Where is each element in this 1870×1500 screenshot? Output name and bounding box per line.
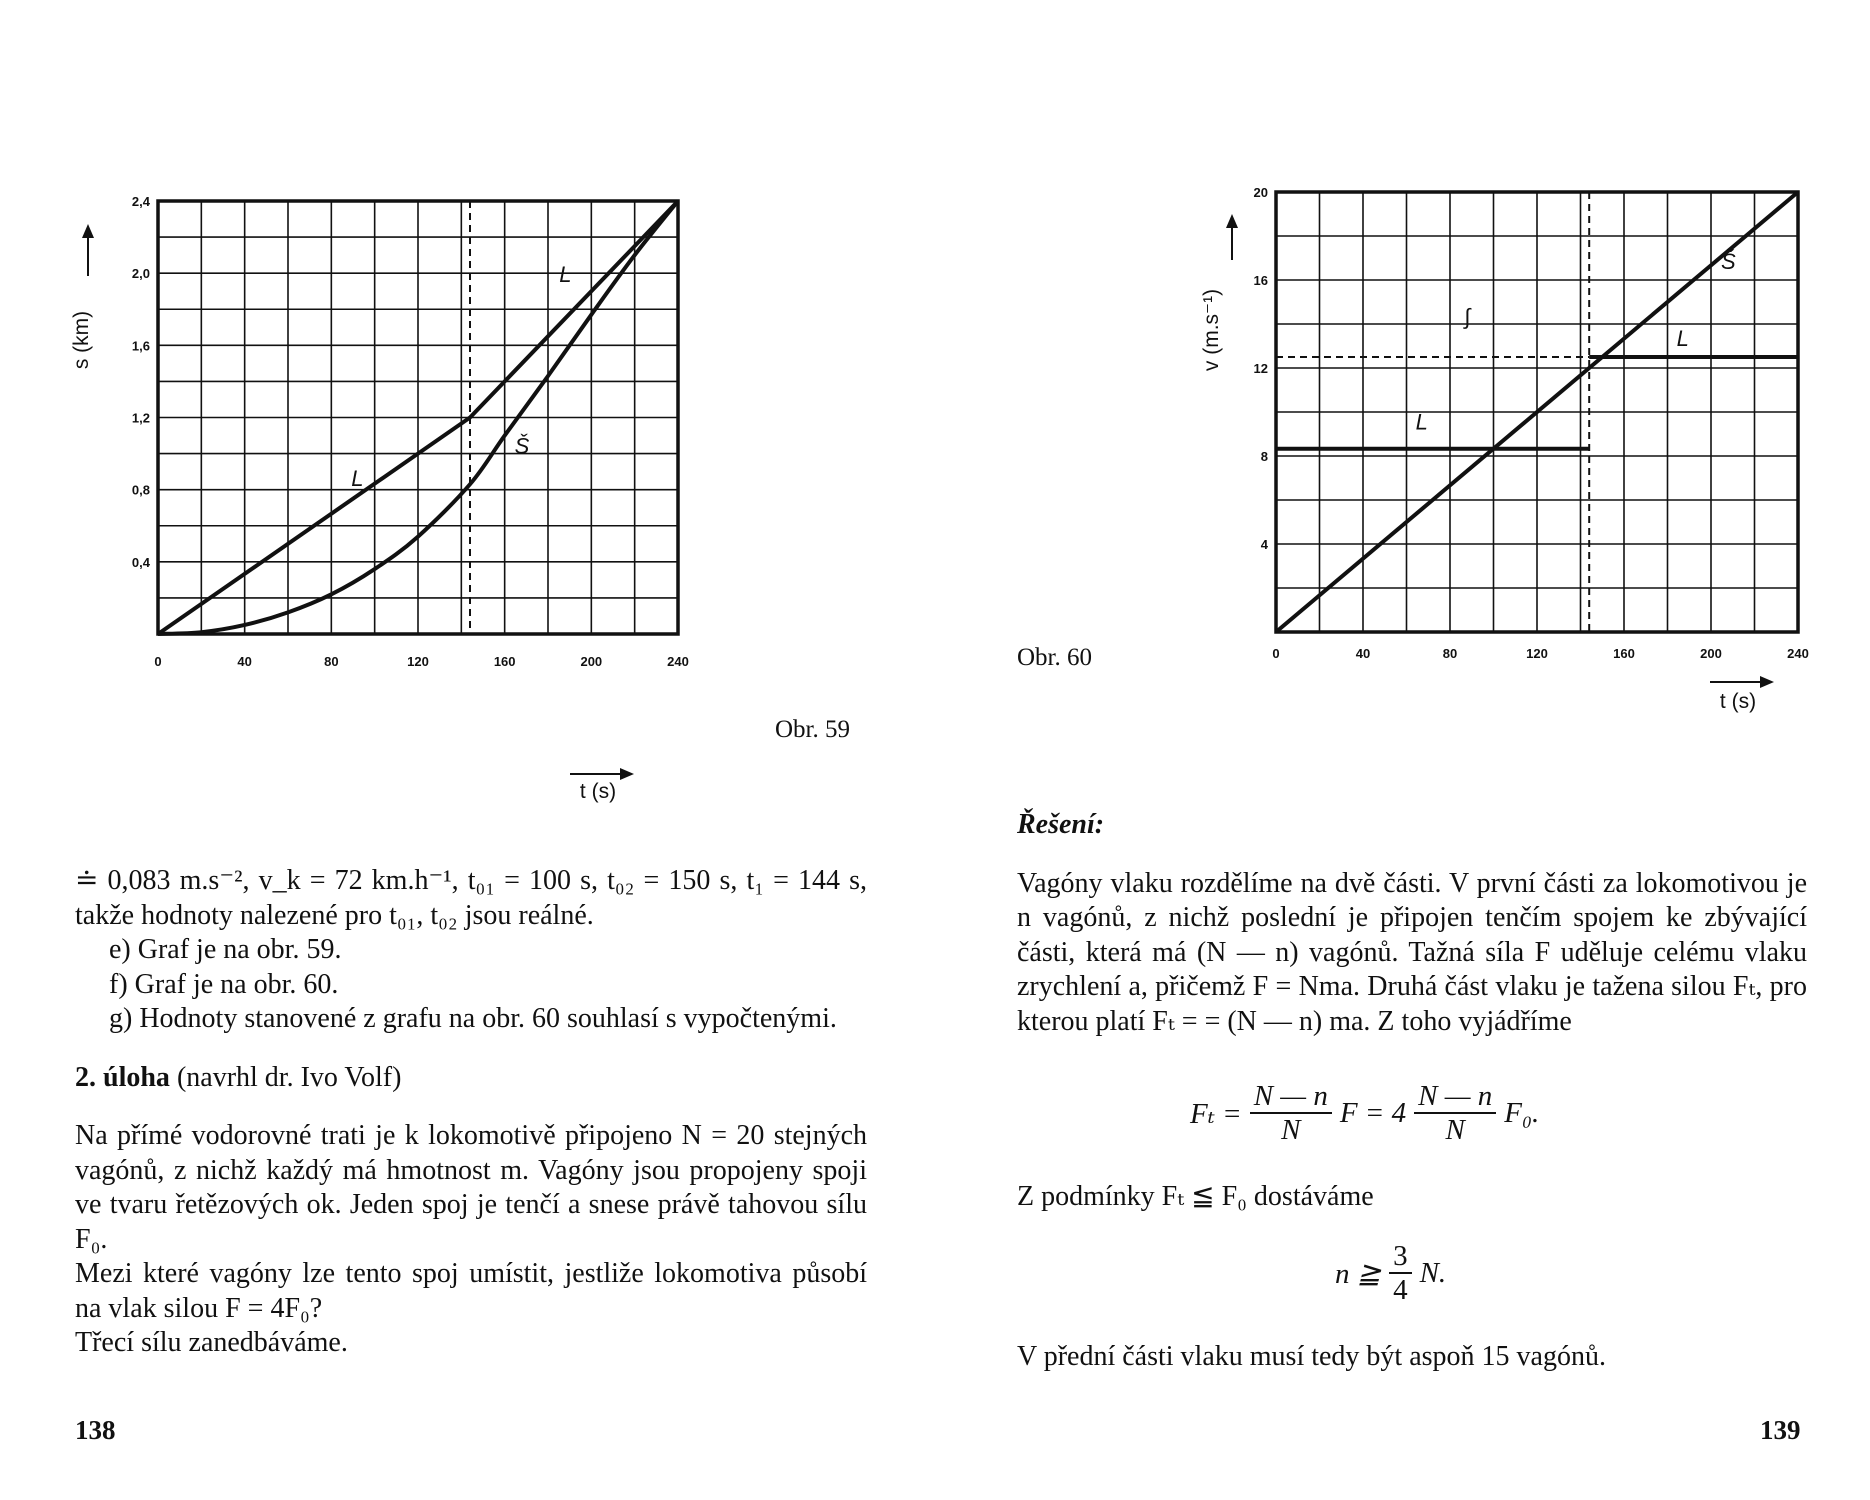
- paragraph-e: e) Graf je na obr. 59.: [109, 934, 342, 965]
- y-tick-label: 8: [1260, 449, 1268, 464]
- x-tick-label: 120: [1526, 646, 1548, 661]
- y-tick-label: 1,6: [131, 338, 150, 354]
- curve-label: ∫: [1464, 304, 1471, 329]
- y-tick-label: 20: [1253, 185, 1268, 200]
- y-tick-label: 2,0: [131, 266, 150, 282]
- x-tick-label: 80: [324, 654, 339, 669]
- left-page-text: [75, 864, 867, 1361]
- figure-59-x-ticks: [154, 654, 688, 669]
- figure-59-chart: [60, 180, 700, 820]
- equation-n: [1335, 1240, 1446, 1306]
- x-tick-label: 40: [237, 654, 252, 669]
- solution-heading: Řešení:: [1017, 809, 1105, 840]
- task-paragraph-2: Mezi které vagóny lze tento spoj umístit, jestliže lokomotiva působí na vlak silou F = 4F₀?: [75, 1258, 867, 1324]
- y-tick-label: 0,4: [131, 554, 150, 570]
- curve-label: L: [1676, 326, 1689, 351]
- y-tick-label: 2,4: [131, 194, 150, 209]
- x-tick-label: 0: [1272, 646, 1280, 661]
- x-tick-label: 0: [154, 654, 162, 669]
- eq1-frac2-den: N: [1445, 1114, 1465, 1146]
- figure-59-y-arrowhead: [82, 224, 94, 238]
- eq1-fraction-1: [1250, 1080, 1332, 1146]
- eq2-lhs: n ≧: [1335, 1257, 1382, 1290]
- curve-label: L: [559, 262, 572, 288]
- eq1-frac2-num: N — n: [1414, 1080, 1496, 1114]
- x-tick-label: 200: [580, 654, 603, 669]
- eq1-frac1-den: N: [1281, 1114, 1301, 1146]
- page-number-left: 138: [75, 1415, 116, 1445]
- y-tick-label: 1,2: [131, 410, 150, 426]
- figure-60-y-axis-label: v (m.s⁻¹): [1200, 288, 1223, 372]
- figure-59-x-axis-label: t (s): [579, 780, 617, 803]
- eq1-frac1-num: N — n: [1250, 1080, 1332, 1114]
- x-tick-label: 80: [1442, 646, 1458, 661]
- eq1-mid: F = 4: [1339, 1096, 1407, 1129]
- y-tick-label: 16: [1253, 273, 1268, 288]
- x-tick-label: 120: [407, 654, 429, 669]
- y-tick-label: 0,8: [131, 482, 150, 498]
- task-paragraph-3: Třecí sílu zanedbáváme.: [75, 1327, 348, 1358]
- figure-60-curve-labels: [1416, 249, 1736, 435]
- right-page-text: [1017, 808, 1807, 1039]
- y-tick-label: 4: [1260, 537, 1268, 552]
- task-heading-rest: (navrhl dr. Ivo Volf): [169, 1061, 402, 1093]
- paragraph-g: g) Hodnoty stanovené z grafu na obr. 60 souhlasí s vypočtenými.: [109, 1003, 837, 1034]
- figure-60-caption: Obr. 60: [1017, 644, 1092, 671]
- y-tick-label: 12: [1253, 361, 1268, 376]
- task-paragraph-1: Na přímé vodorovné trati je k lokomotivě připojeno N = 20 stejných vagónů, z nichž každý má hmotnost m. Vagóny jsou propojeny spoji ve tvaru řetězových ok. Jeden spoj je tenčí a snese právě tahovou sílu F₀.: [75, 1120, 867, 1255]
- figure-59-x-arrowhead: [620, 768, 634, 780]
- eq1-lhs: Fₜ =: [1190, 1097, 1242, 1130]
- task-heading-bold: 2. úloha: [75, 1061, 170, 1093]
- conclusion-text: V přední části vlaku musí tedy být aspoň 15 vagónů.: [1017, 1341, 1606, 1372]
- curve-label: Š: [514, 433, 530, 459]
- figure-59-grid: [158, 201, 678, 634]
- figure-59-y-ticks: [132, 194, 151, 570]
- figure-60-x-ticks: [1272, 646, 1808, 661]
- x-tick-label: 160: [1613, 646, 1635, 661]
- figure-60-y-ticks: [1254, 185, 1269, 552]
- figure-60-x-axis-label: t (s): [1719, 690, 1757, 713]
- x-tick-label: 240: [1787, 646, 1809, 661]
- equation-ft: [1190, 1080, 1539, 1146]
- eq2-rhs: N.: [1419, 1256, 1447, 1289]
- curve-label: Š: [1721, 249, 1736, 274]
- eq2-frac-den: 4: [1393, 1274, 1408, 1306]
- task-heading: [75, 1061, 867, 1096]
- figure-59-caption: Obr. 59: [775, 716, 850, 743]
- eq1-rhs: F₀.: [1504, 1096, 1540, 1129]
- page-number-right: 139: [1760, 1415, 1801, 1445]
- eq1-fraction-2: [1414, 1080, 1496, 1146]
- x-tick-label: 200: [1700, 646, 1722, 661]
- eq2-frac-num: 3: [1389, 1240, 1412, 1274]
- paragraph-results: ≐ 0,083 m.s⁻², v_k = 72 km.h⁻¹, t₀₁ = 100 s, t₀₂ = 150 s, t₁ = 144 s, takže hodnoty nalezené pro t₀₁, t₀₂ jsou reálné.: [75, 865, 867, 931]
- x-tick-label: 40: [1355, 646, 1371, 661]
- figure-60-chart: [1190, 170, 1830, 730]
- curve-label: L: [1415, 409, 1428, 435]
- x-tick-label: 240: [667, 654, 689, 669]
- condition-text: Z podmínky Fₜ ≦ F₀ dostáváme: [1017, 1181, 1374, 1212]
- solution-paragraph: Vagóny vlaku rozdělíme na dvě části. V první části za lokomotivou je n vagónů, z nichž poslední je připojen tenčím spojem ke zbývající části, která má (N — n) vagónů. Tažná síla F uděluje celému vlaku zrychlení a, přičemž F = Nma. Druhá část vlaku je tažena silou Fₜ, pro kterou platí Fₜ = = (N — n) ma. Z toho vyjádříme: [1017, 867, 1807, 1037]
- figure-59-y-axis-label: s (km): [70, 310, 93, 370]
- curve-label: L: [351, 466, 364, 492]
- figure-60-y-arrowhead: [1226, 214, 1238, 228]
- x-tick-label: 160: [493, 654, 516, 669]
- paragraph-f: f) Graf je na obr. 60.: [109, 968, 339, 1000]
- eq2-fraction: [1389, 1240, 1412, 1306]
- figure-60-x-arrowhead: [1760, 676, 1774, 688]
